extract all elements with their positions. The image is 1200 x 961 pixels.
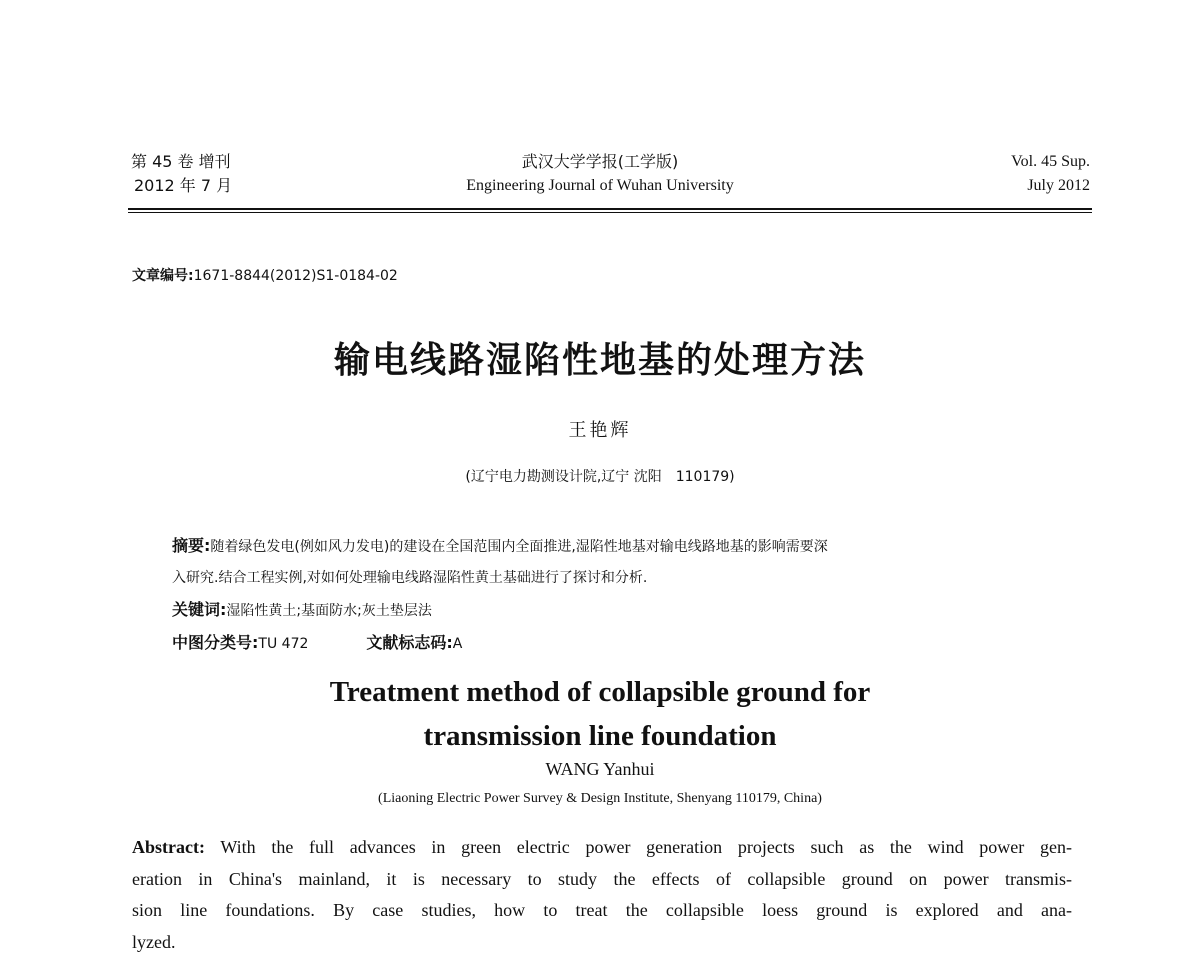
abstract-en-line: With the full advances in green electric power generation projects such as the wind power gen-: [220, 837, 1072, 857]
title-cn: 输电线路湿陷性地基的处理方法: [333, 340, 866, 381]
title-en-line: transmission line foundation: [423, 720, 777, 752]
issue-date-en: July 2012: [1027, 177, 1090, 194]
author-cn: 王艳辉: [568, 420, 632, 441]
abstract-cn: [172, 530, 1062, 660]
abstract-cn-label: 摘要:: [172, 536, 211, 555]
clc-value: TU 472: [258, 636, 309, 652]
title-en: [0, 670, 1200, 758]
keywords: 湿陷性黄土;基面防水;灰土垫层法: [226, 603, 432, 619]
journal-name-en: Engineering Journal of Wuhan University: [466, 177, 734, 194]
article-number: [132, 265, 398, 285]
keywords-label: 关键词:: [172, 600, 227, 619]
abstract-cn-line: 随着绿色发电(例如风力发电)的建设在全国范围内全面推进,湿陷性地基对输电线路地基的影响需要深: [210, 539, 828, 555]
affiliation-cn: (辽宁电力勘测设计院,辽宁 沈阳 110179): [465, 469, 735, 485]
article-number-value: 1671-8844(2012)S1-0184-02: [193, 268, 398, 284]
journal-name-cn: 武汉大学学报(工学版): [521, 152, 679, 171]
abstract-en-line: eration in China's mainland, it is necessary to study the effects of collapsible ground on power transmis-: [132, 868, 1072, 889]
volume-info: 第 45 卷 增刊: [131, 152, 231, 171]
abstract-cn-line: 入研究.结合工程实例,对如何处理输电线路湿陷性黄土基础进行了探讨和分析.: [172, 570, 648, 586]
clc-label: 中图分类号:: [172, 633, 259, 652]
abstract-en-label: Abstract:: [132, 837, 205, 857]
volume-info-en: Vol. 45 Sup.: [1011, 153, 1090, 170]
doc-code-label: 文献标志码:: [366, 633, 453, 652]
doc-code-value: A: [452, 636, 463, 652]
article-number-label: 文章编号:: [132, 268, 194, 284]
abstract-en-line: sion line foundations. By case studies, how to treat the collapsible loess ground is explored and ana-: [132, 900, 1072, 920]
header-rule-thin: [128, 212, 1092, 213]
title-en-line: Treatment method of collapsible ground for: [329, 676, 871, 708]
affiliation-en: (Liaoning Electric Power Survey & Design Institute, Shenyang 110179, China): [378, 791, 822, 806]
abstract-en-line: lyzed.: [132, 931, 176, 952]
author-en: WANG Yanhui: [545, 759, 655, 779]
abstract-en: [132, 832, 1072, 958]
issue-date: 2012 年 7 月: [134, 176, 233, 195]
header-rule: [128, 208, 1092, 210]
